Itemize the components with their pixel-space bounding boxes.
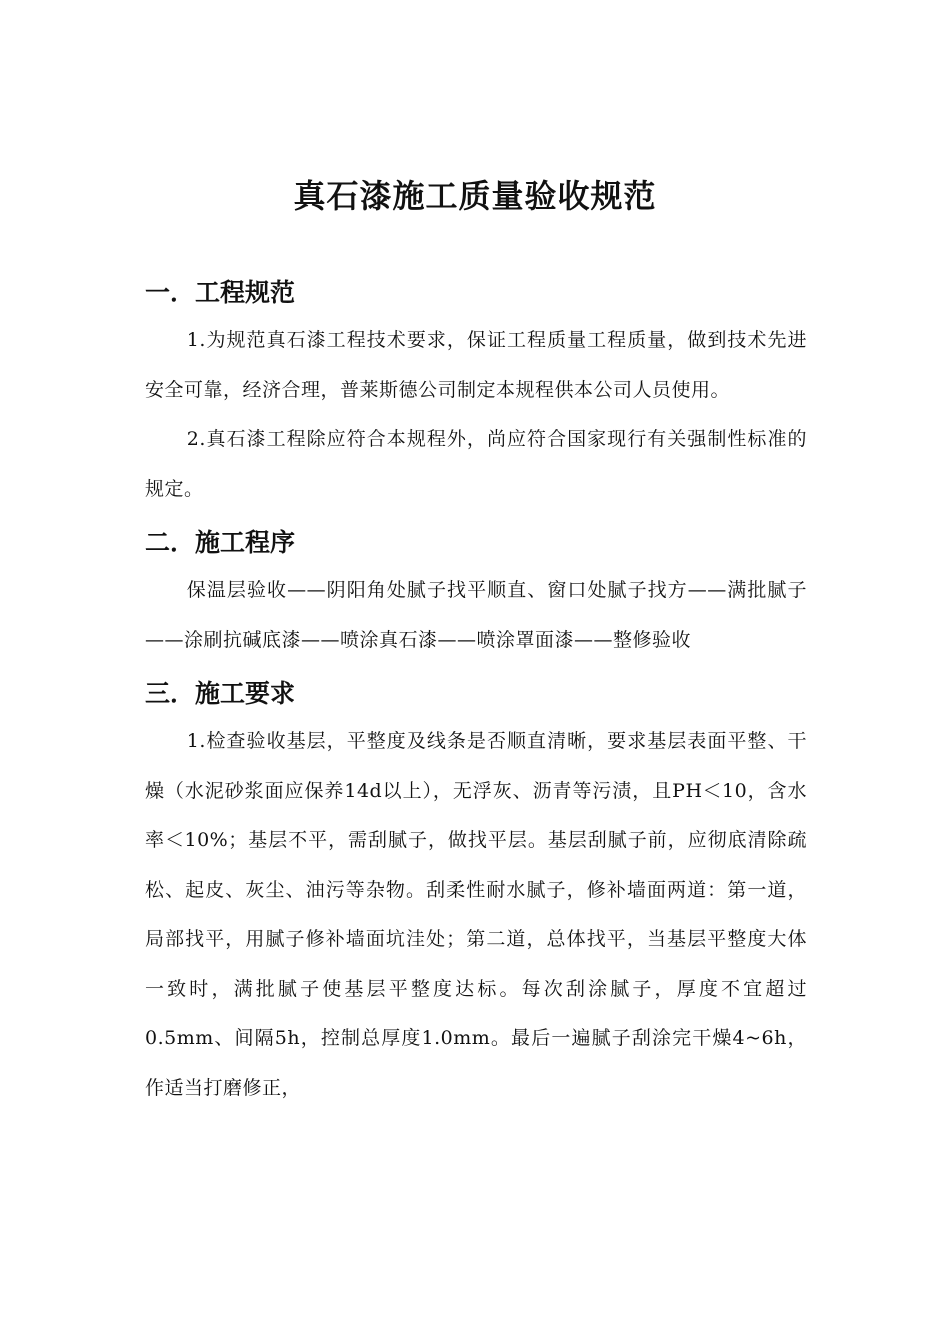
section-title: 施工程序 xyxy=(195,528,296,557)
section-engineering-standards xyxy=(145,270,807,514)
section-number: 一． xyxy=(145,278,196,307)
paragraph: 1.检查验收基层，平整度及线条是否顺直清晰，要求基层表面平整、干燥（水泥砂浆面应保养14d以上），无浮灰、沥青等污渍，且PH＜10，含水率＜10%；基层不平，需刮腻子，做找平层。基层刮腻子前，应彻底清除疏松、起皮、灰尘、油污等杂物。刮柔性耐水腻子，修补墙面两道：第一道，局部找平，用腻子修补墙面坑洼处；第二道，总体找平，当基层平整度大体一致时，满批腻子使基层平整度达标。每次刮涂腻子，厚度不宜超过0.5mm、间隔5h，控制总厚度1.0mm。最后一遍腻子刮涂完干燥4~6h，作适当打磨修正， xyxy=(145,730,807,1099)
document-title: 真石漆施工质量验收规范 xyxy=(293,177,657,215)
section-heading xyxy=(145,520,807,566)
section-construction-requirements xyxy=(145,671,807,1113)
section-title: 工程规范 xyxy=(195,278,296,307)
section-number: 三． xyxy=(145,679,196,708)
section-construction-procedure xyxy=(145,520,807,665)
paragraph: 2.真石漆工程除应符合本规程外，尚应符合国家现行有关强制性标准的规定。 xyxy=(145,428,807,500)
section-heading xyxy=(145,671,807,717)
section-number: 二． xyxy=(145,528,196,557)
paragraph: 保温层验收——阴阳角处腻子找平顺直、窗口处腻子找方——满批腻子——涂刷抗碱底漆——喷涂真石漆——喷涂罩面漆——整修验收 xyxy=(145,579,807,651)
document-body xyxy=(145,270,807,1113)
section-heading xyxy=(145,270,807,316)
paragraph: 1.为规范真石漆工程技术要求，保证工程质量工程质量，做到技术先进安全可靠，经济合理，普莱斯德公司制定本规程供本公司人员使用。 xyxy=(145,329,807,401)
section-title: 施工要求 xyxy=(195,679,296,708)
